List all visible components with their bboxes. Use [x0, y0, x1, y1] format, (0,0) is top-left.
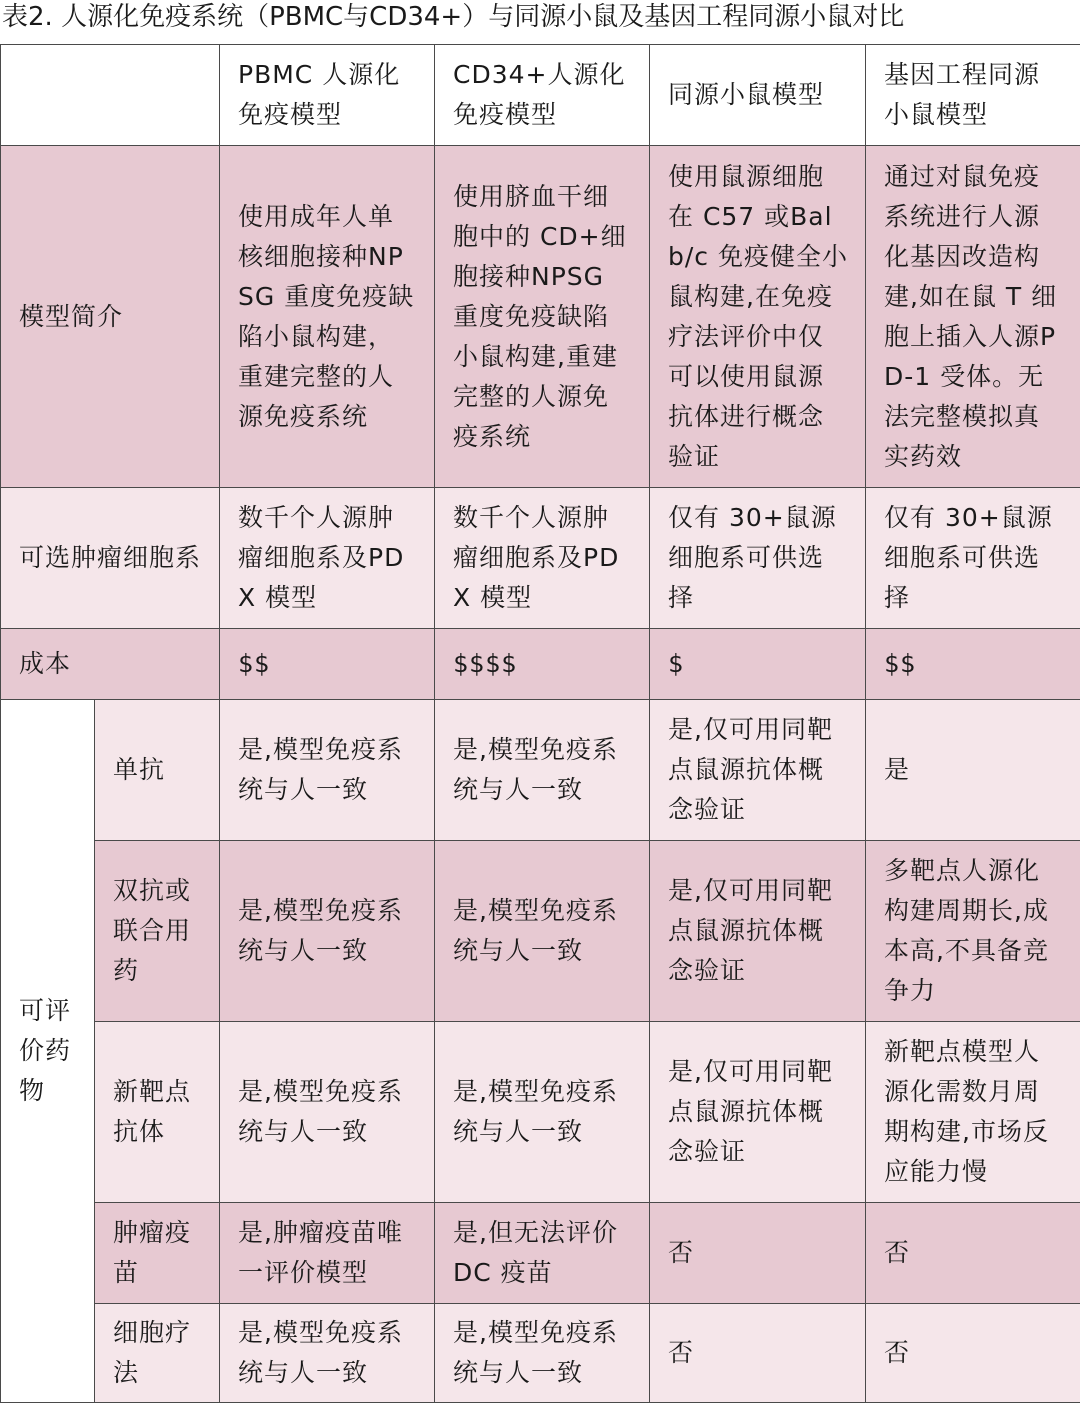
- header-engineered-syngeneic: 基因工程同源小鼠模型: [866, 45, 1080, 146]
- cell-bispecific-engineered: 多靶点人源化构建周期长,成本高,不具备竞争力: [866, 841, 1080, 1022]
- cell-bispecific-syngeneic: 是,仅可用同靶点鼠源抗体概念验证: [650, 841, 866, 1022]
- cell-bispecific-cd34: 是,模型免疫系统与人一致: [435, 841, 650, 1022]
- sub-label-bispecific: 双抗或联合用药: [95, 841, 220, 1022]
- cell-mab-cd34: 是,模型免疫系统与人一致: [435, 700, 650, 841]
- cell-cell-therapy-pbmc: 是,模型免疫系统与人一致: [220, 1304, 435, 1403]
- sub-label-vaccine: 肿瘤疫苗: [95, 1203, 220, 1304]
- cell-tumor-pbmc: 数千个人源肿瘤细胞系及PDX 模型: [220, 488, 435, 629]
- cell-cost-engineered: $$: [866, 629, 1080, 700]
- cell-tumor-cd34: 数千个人源肿瘤细胞系及PDX 模型: [435, 488, 650, 629]
- cell-vaccine-syngeneic: 否: [650, 1203, 866, 1304]
- cell-cell-therapy-cd34: 是,模型免疫系统与人一致: [435, 1304, 650, 1403]
- header-syngeneic: 同源小鼠模型: [650, 45, 866, 146]
- cell-cell-therapy-engineered: 否: [866, 1304, 1080, 1403]
- cell-intro-syngeneic: 使用鼠源细胞在 C57 或Balb/c 免疫健全小鼠构建,在免疫疗法评价中仅可以使用鼠源抗体进行概念验证: [650, 146, 866, 488]
- table-row-cost: [1, 629, 1080, 700]
- comparison-table: [0, 44, 1080, 1403]
- row-label-cost: 成本: [1, 629, 220, 700]
- table-row-drug-new-target: [1, 1022, 1080, 1203]
- cell-mab-engineered: 是: [866, 700, 1080, 841]
- table-row-intro: [1, 146, 1080, 488]
- cell-bispecific-pbmc: 是,模型免疫系统与人一致: [220, 841, 435, 1022]
- cell-tumor-syngeneic: 仅有 30+鼠源细胞系可供选择: [650, 488, 866, 629]
- cell-cost-cd34: $$$$: [435, 629, 650, 700]
- table-caption: 表2. 人源化免疫系统（PBMC与CD34+）与同源小鼠及基因工程同源小鼠对比: [0, 0, 1080, 44]
- cell-new-target-cd34: 是,模型免疫系统与人一致: [435, 1022, 650, 1203]
- table-row-drug-vaccine: [1, 1203, 1080, 1304]
- cell-mab-syngeneic: 是,仅可用同靶点鼠源抗体概念验证: [650, 700, 866, 841]
- header-row: [1, 45, 1080, 146]
- table-row-drug-cell-therapy: [1, 1304, 1080, 1403]
- row-label-intro: 模型简介: [1, 146, 220, 488]
- cell-intro-pbmc: 使用成年人单核细胞接种NPSG 重度免疫缺陷小鼠构建，重建完整的人源免疫系统: [220, 146, 435, 488]
- table-row-drug-mab: [1, 700, 1080, 841]
- cell-new-target-pbmc: 是,模型免疫系统与人一致: [220, 1022, 435, 1203]
- cell-cost-syngeneic: $: [650, 629, 866, 700]
- cell-cell-therapy-syngeneic: 否: [650, 1304, 866, 1403]
- sub-label-new-target: 新靶点抗体: [95, 1022, 220, 1203]
- cell-mab-pbmc: 是,模型免疫系统与人一致: [220, 700, 435, 841]
- cell-intro-cd34: 使用脐血干细胞中的 CD+细胞接种NPSG 重度免疫缺陷小鼠构建,重建完整的人源免疫系统: [435, 146, 650, 488]
- sub-label-cell-therapy: 细胞疗法: [95, 1304, 220, 1403]
- header-pbmc: PBMC 人源化免疫模型: [220, 45, 435, 146]
- cell-vaccine-pbmc: 是,肿瘤疫苗唯一评价模型: [220, 1203, 435, 1304]
- header-corner-cell: [1, 45, 220, 146]
- row-label-drugs: 可评价药物: [1, 700, 95, 1403]
- cell-cost-pbmc: $$: [220, 629, 435, 700]
- table-row-drug-bispecific: [1, 841, 1080, 1022]
- cell-new-target-engineered: 新靶点模型人源化需数月周期构建,市场反应能力慢: [866, 1022, 1080, 1203]
- cell-intro-engineered: 通过对鼠免疫系统进行人源化基因改造构建,如在鼠 T 细胞上插入人源PD-1 受体。无法完整模拟真实药效: [866, 146, 1080, 488]
- cell-tumor-engineered: 仅有 30+鼠源细胞系可供选择: [866, 488, 1080, 629]
- cell-vaccine-engineered: 否: [866, 1203, 1080, 1304]
- cell-new-target-syngeneic: 是,仅可用同靶点鼠源抗体概念验证: [650, 1022, 866, 1203]
- sub-label-mab: 单抗: [95, 700, 220, 841]
- header-cd34: CD34+人源化免疫模型: [435, 45, 650, 146]
- row-label-tumor-lines: 可选肿瘤细胞系: [1, 488, 220, 629]
- cell-vaccine-cd34: 是,但无法评价DC 疫苗: [435, 1203, 650, 1304]
- table-row-tumor-lines: [1, 488, 1080, 629]
